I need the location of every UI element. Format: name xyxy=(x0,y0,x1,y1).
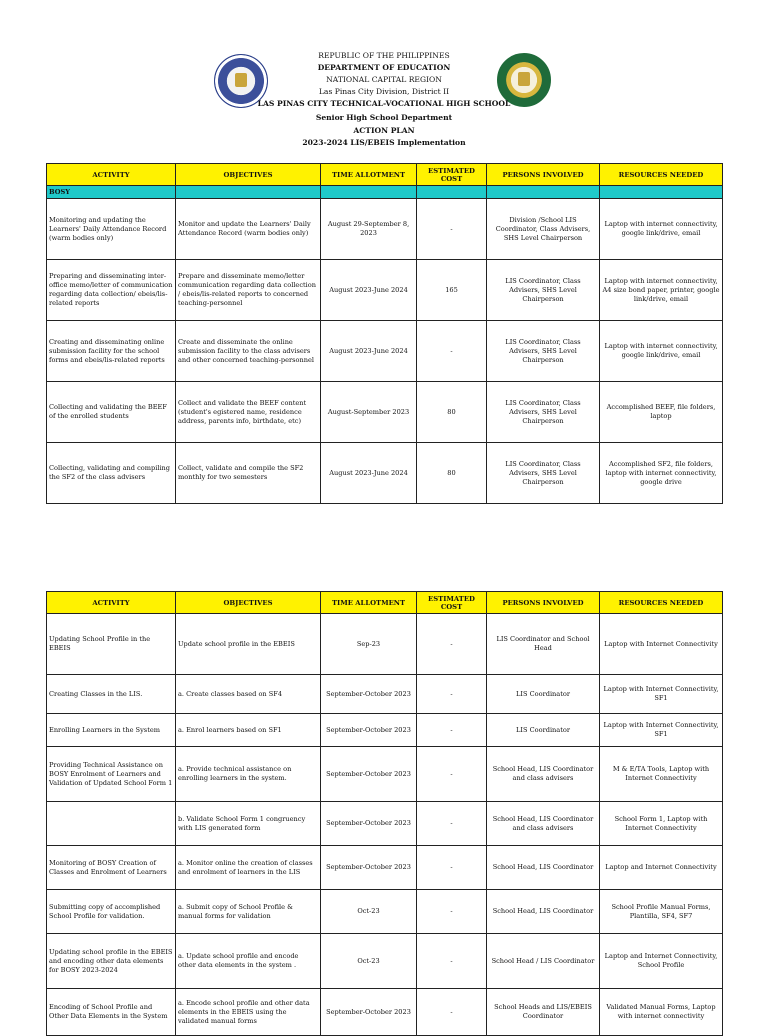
resources-needed-cell: School Form 1, Laptop with Internet Connectivity xyxy=(600,802,723,846)
objective-cell: Prepare and disseminate memo/letter communication regarding data collection / ebeis/lis-related reports to concerned teaching-personnel xyxy=(176,260,321,321)
header-line-school: LAS PINAS CITY TECHNICAL-VOCATIONAL HIGH SCHOOL xyxy=(257,99,511,108)
persons-involved-cell: School Heads and LIS/EBEIS Coordinator xyxy=(487,989,600,1036)
estimated-cost-cell: - xyxy=(417,846,487,890)
table-row xyxy=(47,934,723,989)
resources-needed-cell: Laptop and Internet Connectivity, School Profile xyxy=(600,934,723,989)
activity-cell: Enrolling Learners in the System xyxy=(47,714,176,747)
objective-cell: a. Enrol learners based on SF1 xyxy=(176,714,321,747)
activity-cell: Creating and disseminating online submission facility for the school forms and ebeis/lis-related reports xyxy=(47,321,176,382)
resources-needed-cell: Accomplished SF2, file folders, laptop with internet connectivity, google drive xyxy=(600,443,723,504)
objective-cell: Collect and validate the BEEF content (student's egistered name, residence address, parents info, birthdate, etc) xyxy=(176,382,321,443)
column-header-activity: ACTIVITY xyxy=(47,164,176,186)
action-plan-table-2 xyxy=(46,591,723,1036)
time-allotment-cell: Oct-23 xyxy=(321,934,417,989)
table-row xyxy=(47,443,723,504)
table-row xyxy=(47,321,723,382)
estimated-cost-cell: - xyxy=(417,989,487,1036)
column-header-estimated-cost: ESTIMATED COST xyxy=(417,592,487,614)
table-row xyxy=(47,802,723,846)
section-cell xyxy=(176,186,321,199)
estimated-cost-cell: - xyxy=(417,747,487,802)
time-allotment-cell: September-October 2023 xyxy=(321,802,417,846)
resources-needed-cell: Validated Manual Forms, Laptop with internet connectivity xyxy=(600,989,723,1036)
resources-needed-cell: Laptop and Internet Connectivity xyxy=(600,846,723,890)
table-header-row xyxy=(47,164,723,186)
header-line-department-name: Senior High School Department xyxy=(315,113,453,122)
header-line-department: DEPARTMENT OF EDUCATION xyxy=(317,63,451,72)
time-allotment-cell: Sep-23 xyxy=(321,614,417,675)
resources-needed-cell: Laptop with internet connectivity, A4 size bond paper, printer, google link/drive, email xyxy=(600,260,723,321)
resources-needed-cell: Laptop with internet connectivity, google link/drive, email xyxy=(600,321,723,382)
table-row xyxy=(47,614,723,675)
objective-cell: Monitor and update the Learners' Daily Attendance Record (warm bodies only) xyxy=(176,199,321,260)
header-line-republic: REPUBLIC OF THE PHILIPPINES xyxy=(318,51,450,60)
activity-cell: Monitoring of BOSY Creation of Classes and Enrolment of Learners xyxy=(47,846,176,890)
persons-involved-cell: LIS Coordinator, Class Advisers, SHS Level Chairperson xyxy=(487,443,600,504)
estimated-cost-cell: - xyxy=(417,714,487,747)
column-header-resources-needed: RESOURCES NEEDED xyxy=(600,164,723,186)
table-row xyxy=(47,989,723,1036)
section-cell xyxy=(600,186,723,199)
objective-cell: a. Create classes based on SF4 xyxy=(176,675,321,714)
objective-cell: Create and disseminate the online submission facility to the class advisers and other concerned teaching-personnel xyxy=(176,321,321,382)
time-allotment-cell: August 2023-June 2024 xyxy=(321,443,417,504)
activity-cell: Providing Technical Assistance on BOSY Enrolment of Learners and Validation of Updated School Form 1 xyxy=(47,747,176,802)
column-header-estimated-cost: ESTIMATED COST xyxy=(417,164,487,186)
estimated-cost-cell: - xyxy=(417,934,487,989)
persons-involved-cell: School Head, LIS Coordinator xyxy=(487,890,600,934)
objective-cell: Collect, validate and compile the SF2 monthly for two semesters xyxy=(176,443,321,504)
persons-involved-cell: LIS Coordinator xyxy=(487,675,600,714)
time-allotment-cell: August-September 2023 xyxy=(321,382,417,443)
time-allotment-cell: Oct-23 xyxy=(321,890,417,934)
persons-involved-cell: LIS Coordinator, Class Advisers, SHS Level Chairperson xyxy=(487,260,600,321)
resources-needed-cell: Accomplished BEEF, file folders, laptop xyxy=(600,382,723,443)
activity-cell: Submitting copy of accomplished School Profile for validation. xyxy=(47,890,176,934)
section-cell xyxy=(321,186,417,199)
activity-cell: Updating school profile in the EBEIS and encoding other data elements for BOSY 2023-2024 xyxy=(47,934,176,989)
column-header-resources-needed: RESOURCES NEEDED xyxy=(600,592,723,614)
estimated-cost-cell: 80 xyxy=(417,382,487,443)
estimated-cost-cell: - xyxy=(417,614,487,675)
table-row xyxy=(47,382,723,443)
estimated-cost-cell: - xyxy=(417,675,487,714)
resources-needed-cell: Laptop with Internet Connectivity, SF1 xyxy=(600,714,723,747)
persons-involved-cell: School Head, LIS Coordinator and class advisers xyxy=(487,747,600,802)
resources-needed-cell: School Profile Manual Forms, Plantilla, SF4, SF7 xyxy=(600,890,723,934)
header-line-implementation: 2023-2024 LIS/EBEIS Implementation xyxy=(302,138,466,147)
header-line-region: NATIONAL CAPITAL REGION xyxy=(326,75,442,84)
activity-cell xyxy=(47,802,176,846)
table-row xyxy=(47,890,723,934)
table-row xyxy=(47,846,723,890)
resources-needed-cell: Laptop with Internet Connectivity xyxy=(600,614,723,675)
estimated-cost-cell: - xyxy=(417,321,487,382)
time-allotment-cell: September-October 2023 xyxy=(321,989,417,1036)
objective-cell: a. Provide technical assistance on enrolling learners in the system. xyxy=(176,747,321,802)
activity-cell: Monitoring and updating the Learners' Daily Attendance Record (warm bodies only) xyxy=(47,199,176,260)
activity-cell: Collecting and validating the BEEF of the enrolled students xyxy=(47,382,176,443)
activity-cell: Encoding of School Profile and Other Data Elements in the System xyxy=(47,989,176,1036)
resources-needed-cell: Laptop with internet connectivity, google link/drive, email xyxy=(600,199,723,260)
activity-cell: Collecting, validating and compiling the SF2 of the class advisers xyxy=(47,443,176,504)
section-row-bosy xyxy=(47,186,723,199)
objective-cell: a. Encode school profile and other data elements in the EBEIS using the validated manual forms xyxy=(176,989,321,1036)
section-cell xyxy=(417,186,487,199)
estimated-cost-cell: - xyxy=(417,199,487,260)
column-header-objectives: OBJECTIVES xyxy=(176,164,321,186)
objective-cell: a. Update school profile and encode other data elements in the system . xyxy=(176,934,321,989)
activity-cell: Updating School Profile in the EBEIS xyxy=(47,614,176,675)
column-header-persons-involved: PERSONS INVOLVED xyxy=(487,592,600,614)
estimated-cost-cell: 165 xyxy=(417,260,487,321)
table-row xyxy=(47,714,723,747)
header-line-action-plan: ACTION PLAN xyxy=(353,126,415,135)
persons-involved-cell: Division /School LIS Coordinator, Class Advisers, SHS Level Chairperson xyxy=(487,199,600,260)
activity-cell: Preparing and disseminating inter-office memo/letter of communication regarding data collection/ ebeis/lis-related reports xyxy=(47,260,176,321)
objective-cell: a. Monitor online the creation of classes and enrolment of learners in the LIS xyxy=(176,846,321,890)
time-allotment-cell: August 2023-June 2024 xyxy=(321,321,417,382)
document-header xyxy=(0,48,768,158)
persons-involved-cell: LIS Coordinator xyxy=(487,714,600,747)
estimated-cost-cell: - xyxy=(417,802,487,846)
column-header-time-allotment: TIME ALLOTMENT xyxy=(321,592,417,614)
column-header-objectives: OBJECTIVES xyxy=(176,592,321,614)
objective-cell: a. Submit copy of School Profile & manual forms for validation xyxy=(176,890,321,934)
section-cell xyxy=(487,186,600,199)
estimated-cost-cell: 80 xyxy=(417,443,487,504)
column-header-persons-involved: PERSONS INVOLVED xyxy=(487,164,600,186)
objective-cell: Update school profile in the EBEIS xyxy=(176,614,321,675)
objective-cell: b. Validate School Form 1 congruency with LIS generated form xyxy=(176,802,321,846)
table-row xyxy=(47,199,723,260)
persons-involved-cell: School Head / LIS Coordinator xyxy=(487,934,600,989)
table-row xyxy=(47,747,723,802)
persons-involved-cell: School Head, LIS Coordinator and class advisers xyxy=(487,802,600,846)
time-allotment-cell: September-October 2023 xyxy=(321,714,417,747)
activity-cell: Creating Classes in the LIS. xyxy=(47,675,176,714)
time-allotment-cell: August 29-September 8, 2023 xyxy=(321,199,417,260)
time-allotment-cell: September-October 2023 xyxy=(321,675,417,714)
resources-needed-cell: M & E/TA Tools, Laptop with Internet Connectivity xyxy=(600,747,723,802)
table-row xyxy=(47,675,723,714)
persons-involved-cell: LIS Coordinator, Class Advisers, SHS Level Chairperson xyxy=(487,321,600,382)
estimated-cost-cell: - xyxy=(417,890,487,934)
column-header-activity: ACTIVITY xyxy=(47,592,176,614)
column-header-time-allotment: TIME ALLOTMENT xyxy=(321,164,417,186)
action-plan-table-1 xyxy=(46,163,723,504)
persons-involved-cell: LIS Coordinator, Class Advisers, SHS Level Chairperson xyxy=(487,382,600,443)
section-label: BOSY xyxy=(47,186,176,199)
table-header-row xyxy=(47,592,723,614)
resources-needed-cell: Laptop with Internet Connectivity, SF1 xyxy=(600,675,723,714)
time-allotment-cell: September-October 2023 xyxy=(321,846,417,890)
header-line-division: Las Pinas City Division, District II xyxy=(318,87,450,96)
time-allotment-cell: September-October 2023 xyxy=(321,747,417,802)
table-row xyxy=(47,260,723,321)
persons-involved-cell: School Head, LIS Coordinator xyxy=(487,846,600,890)
persons-involved-cell: LIS Coordinator and School Head xyxy=(487,614,600,675)
time-allotment-cell: August 2023-June 2024 xyxy=(321,260,417,321)
